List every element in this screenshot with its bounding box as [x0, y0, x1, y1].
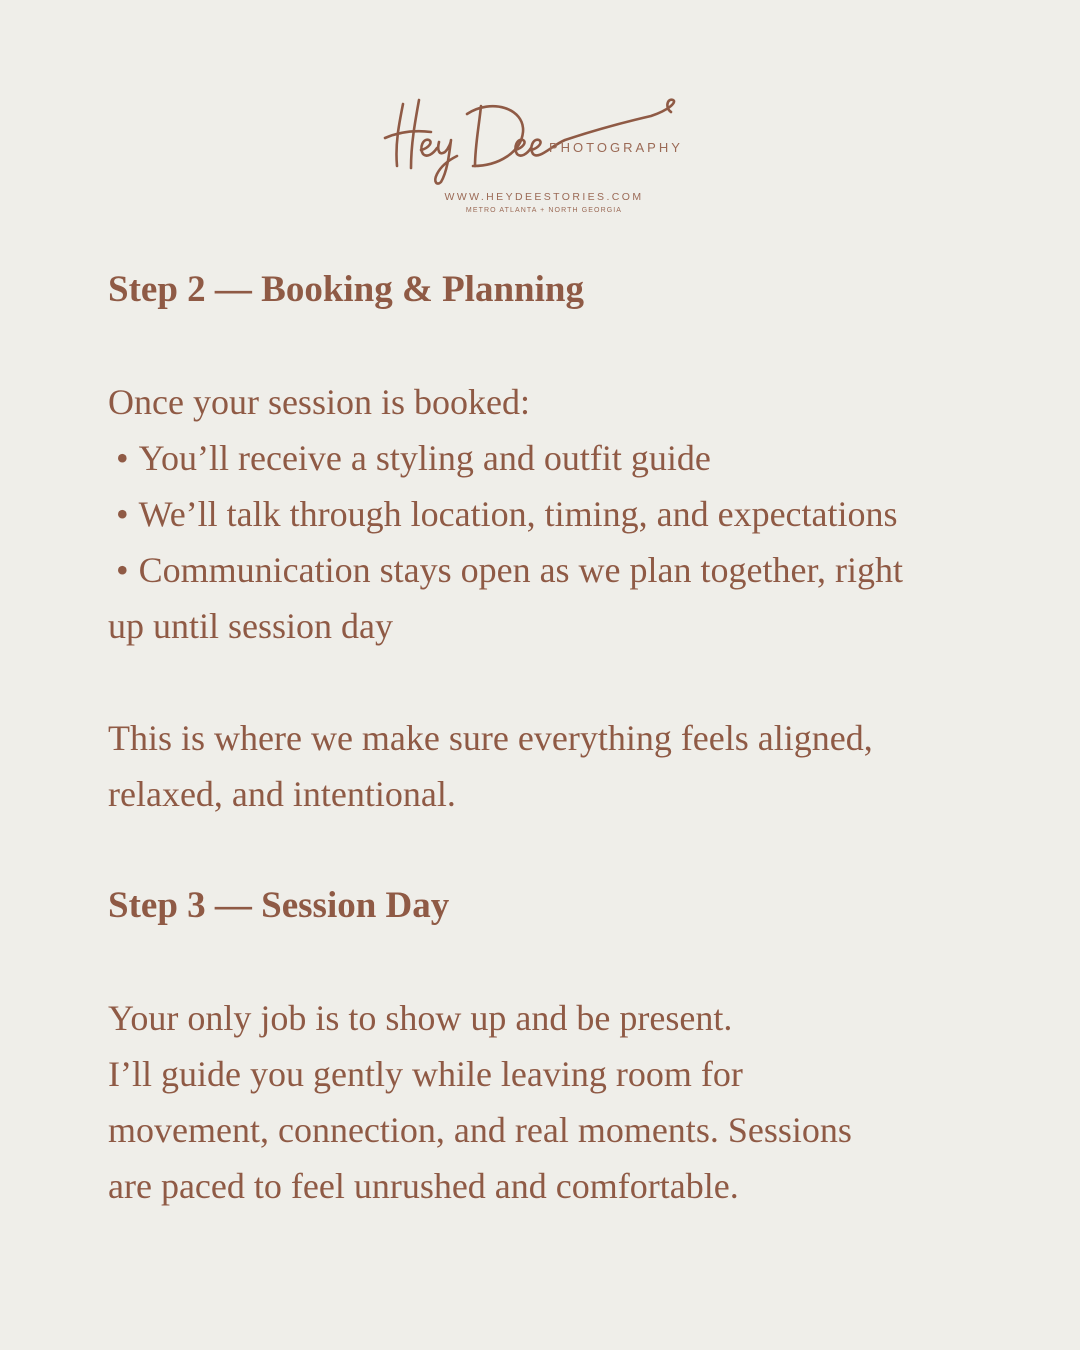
step3-line: I’ll guide you gently while leaving room for [108, 1054, 743, 1094]
service-region: METRO ATLANTA + NORTH GEORGIA [465, 207, 623, 214]
bullet-text: We’ll talk through location, timing, and expectations [138, 494, 898, 534]
bullet-icon: • [116, 550, 129, 590]
spacer [108, 934, 1008, 990]
bullet-item [108, 486, 1008, 542]
step2-closing [108, 710, 1008, 822]
brand-logo [0, 0, 1080, 230]
bullet-item [108, 542, 1008, 598]
bullet-item [108, 430, 1008, 486]
main-content [108, 262, 1008, 1214]
hey-dee-script-logo [375, 86, 695, 186]
spacer [108, 318, 1008, 374]
spacer [108, 822, 1008, 878]
step3-line: Your only job is to show up and be present. [108, 998, 733, 1038]
website-url: WWW.HEYDEESTORIES.COM [444, 191, 644, 203]
spacer [108, 654, 1008, 710]
step2-heading: Step 2 — Booking & Planning [108, 269, 584, 310]
step3-line: movement, connection, and real moments. Sessions [108, 1110, 852, 1150]
bullet-continuation: up until session day [108, 606, 393, 646]
bullet-text: Communication stays open as we plan together, right [138, 550, 904, 590]
logo-photography-label: PHOTOGRAPHY [549, 140, 683, 155]
bullet-icon: • [116, 438, 129, 478]
step3-heading: Step 3 — Session Day [108, 885, 450, 926]
closing-line: relaxed, and intentional. [108, 774, 456, 814]
bullet-text: You’ll receive a styling and outfit guide [138, 438, 711, 478]
step2-intro: Once your session is booked: [108, 382, 530, 422]
step3-line: are paced to feel unrushed and comfortable. [108, 1166, 739, 1206]
step2-body [108, 374, 1008, 654]
step3-body [108, 990, 1008, 1214]
closing-line: This is where we make sure everything feels aligned, [108, 718, 873, 758]
bullet-icon: • [116, 494, 129, 534]
